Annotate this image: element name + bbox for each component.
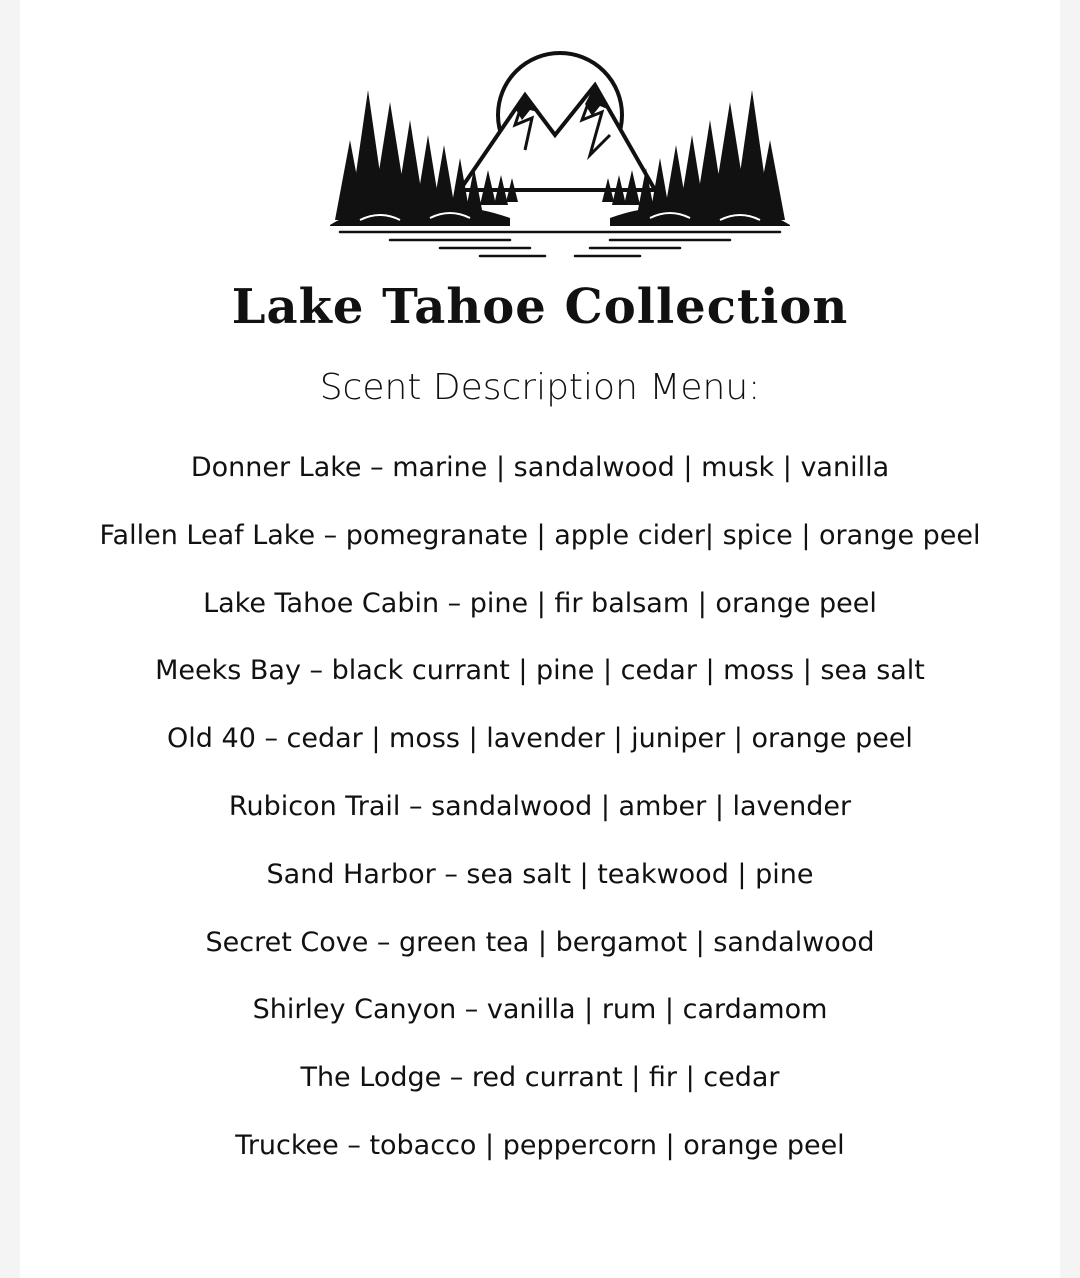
scent-item: Shirley Canyon – vanilla | rum | cardamom	[252, 994, 828, 1026]
collection-title: Lake Tahoe Collection	[231, 279, 849, 335]
scent-item: Sand Harbor – sea salt | teakwood | pine	[266, 858, 814, 890]
scent-item: Truckee – tobacco | peppercorn | orange peel	[235, 1129, 845, 1161]
mountain-lake-forest-logo-icon	[310, 40, 810, 265]
scent-item: Secret Cove – green tea | bergamot | sandalwood	[205, 926, 875, 958]
menu-subtitle: Scent Description Menu:	[319, 367, 761, 408]
scent-item: Meeks Bay – black currant | pine | cedar | moss | sea salt	[155, 655, 925, 687]
scent-item: Rubicon Trail – sandalwood | amber | lavender	[228, 790, 852, 822]
scent-item: Old 40 – cedar | moss | lavender | juniper | orange peel	[167, 723, 913, 755]
scent-item: Donner Lake – marine | sandalwood | musk | vanilla	[190, 452, 890, 483]
scent-item: The Lodge – red currant | fir | cedar	[300, 1062, 780, 1094]
scent-item: Fallen Leaf Lake – pomegranate | apple cider| spice | orange peel	[99, 519, 981, 551]
scent-list	[20, 446, 1060, 1192]
scent-item: Lake Tahoe Cabin – pine | fir balsam | orange peel	[203, 587, 877, 619]
menu-page	[20, 0, 1060, 1278]
